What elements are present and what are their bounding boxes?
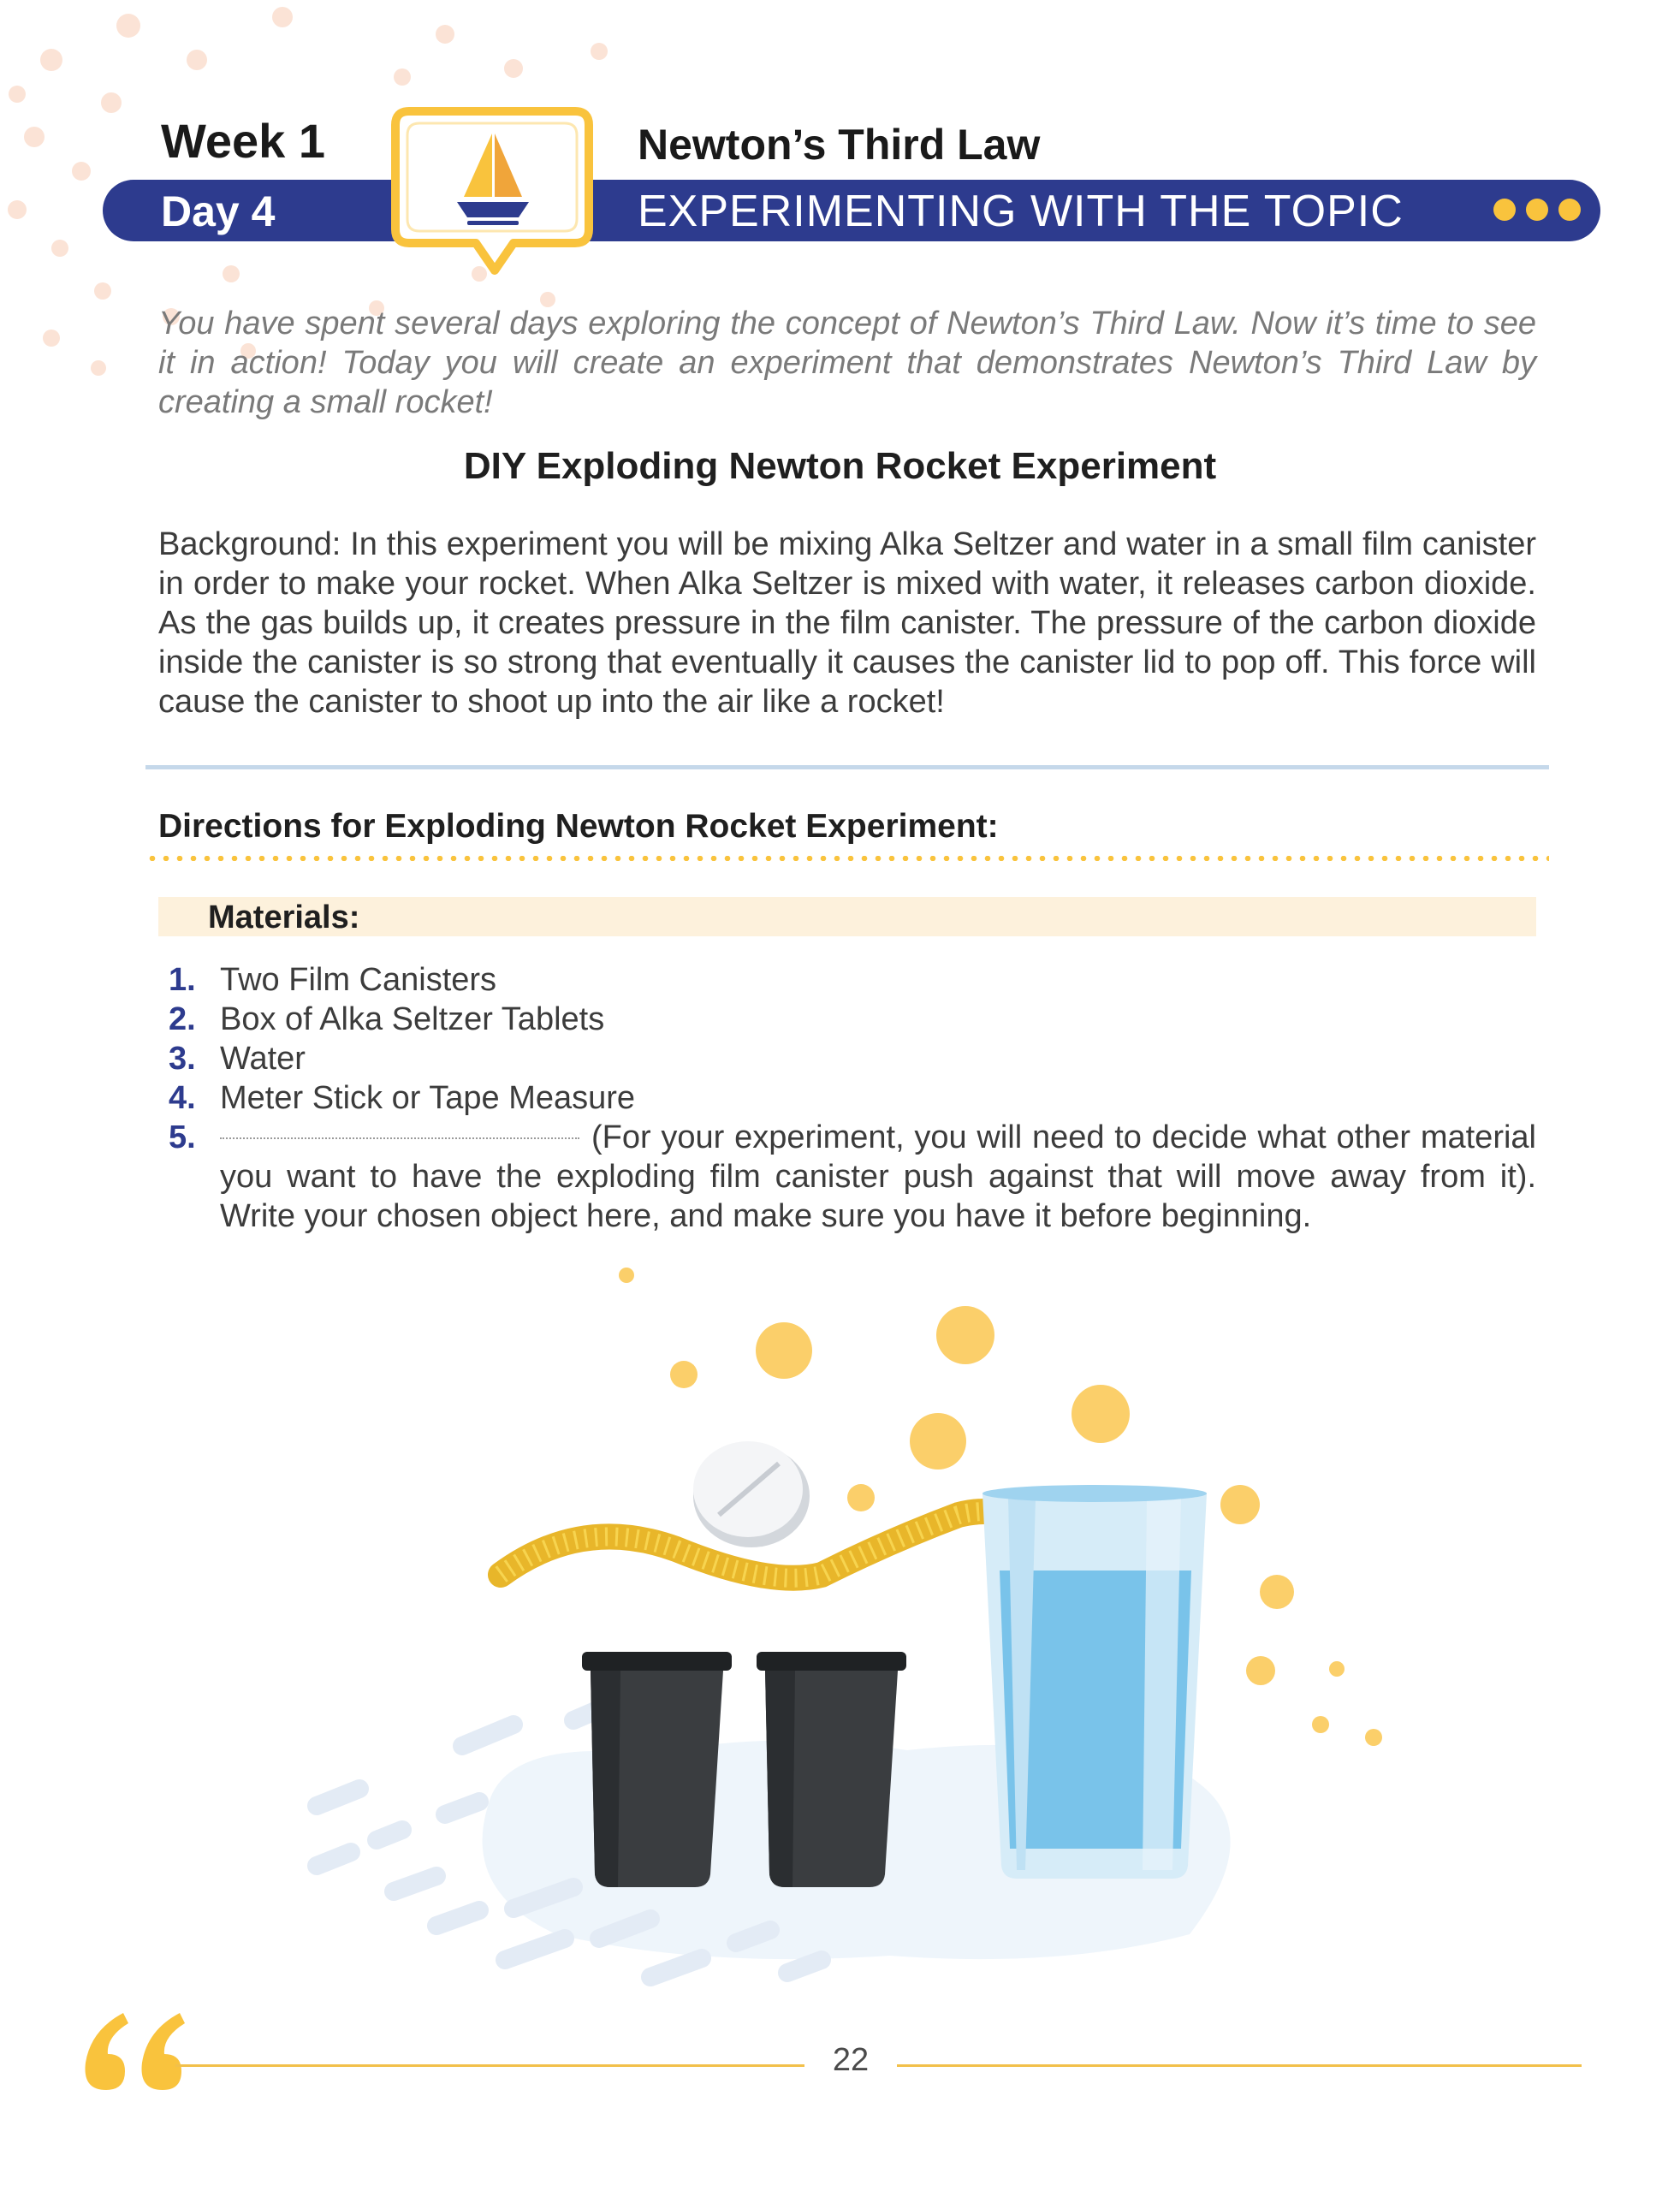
materials-header-bar (158, 897, 1536, 936)
section-subtitle: EXPERIMENTING WITH THE TOPIC (638, 187, 1404, 236)
list-item-text: Two Film Canisters (220, 962, 497, 998)
list-item (158, 1039, 1536, 1078)
sailboat-logo-icon (385, 101, 599, 281)
list-item (158, 1078, 1536, 1118)
list-item-text: Meter Stick or Tape Measure (220, 1080, 636, 1116)
dotted-divider (145, 856, 1549, 861)
week-label: Week 1 (161, 114, 325, 168)
list-item (158, 960, 1536, 1000)
list-item (158, 1000, 1536, 1039)
list-item-text: Box of Alka Seltzer Tablets (220, 1001, 605, 1037)
footer-line (175, 2064, 804, 2067)
list-item-text: (For your experiment, you will need to decide what other material you want to have the exploding film canister push against that will move away from it). Write your chosen object here, and make sure you have it before beginning. (220, 1119, 1536, 1234)
experiment-illustration (291, 1258, 1404, 1994)
materials-label: Materials: (208, 900, 360, 935)
topic-title: Newton’s Third Law (638, 121, 1041, 169)
intro-paragraph: You have spent several days exploring the concept of Newton’s Third Law. Now it’s time to see it in action! Today you will create an experiment that demonstrates Newton’s Third Law by creating a small rocket! (158, 306, 1536, 420)
write-in-blank[interactable] (220, 1134, 579, 1139)
directions-heading: Directions for Exploding Newton Rocket Experiment: (158, 808, 999, 845)
background-paragraph: Background: In this experiment you will be mixing Alka Seltzer and water in a small film canister in order to make your rocket. When Alka Seltzer is mixed with water, it releases carbon dioxide. As the gas builds up, it creates pressure in the film canister. The pressure of the carbon dioxide inside the canister is so strong that eventually it causes the canister lid to pop off. This force will cause the canister to shoot up into the air like a rocket! (158, 526, 1536, 720)
list-item-text: Water (220, 1041, 306, 1077)
experiment-title: DIY Exploding Newton Rocket Experiment (463, 445, 1217, 487)
divider (145, 765, 1549, 769)
quote-mark-icon (75, 2004, 187, 2099)
page-number: 22 (832, 2042, 870, 2078)
list-number: 5. (169, 1119, 196, 1155)
menu-dots-icon (1493, 199, 1588, 223)
list-number: 4. (169, 1080, 196, 1116)
list-number: 1. (169, 962, 196, 998)
list-number: 3. (169, 1041, 196, 1077)
list-number: 2. (169, 1001, 196, 1037)
list-item (158, 1118, 1536, 1236)
day-label: Day 4 (161, 187, 276, 235)
materials-list (158, 960, 1536, 1236)
footer-line (897, 2064, 1582, 2067)
